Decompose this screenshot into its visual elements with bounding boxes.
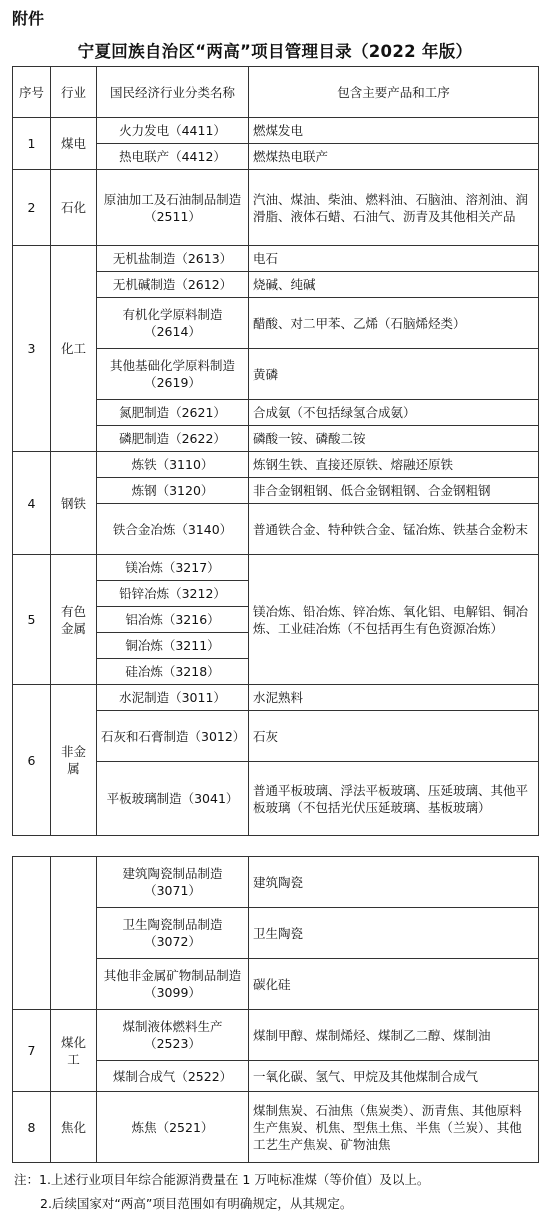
row-category: 铜冶炼（3211） bbox=[97, 633, 249, 659]
header-no: 序号 bbox=[13, 67, 51, 118]
row-products: 非合金钢粗钢、低合金钢粗钢、合金钢粗钢 bbox=[249, 478, 539, 504]
row-products: 醋酸、对二甲苯、乙烯（石脑烯烃类） bbox=[249, 298, 539, 349]
row-products: 炼钢生铁、直接还原铁、熔融还原铁 bbox=[249, 452, 539, 478]
row-products: 镁冶炼、铅冶炼、锌冶炼、氧化铝、电解铝、铜冶炼、工业硅冶炼（不包括再生有色资源冶炼） bbox=[249, 555, 539, 685]
notes bbox=[14, 1168, 429, 1216]
row-category: 无机盐制造（2613） bbox=[97, 246, 249, 272]
row-products: 普通铁合金、特种铁合金、锰冶炼、铁基合金粉末 bbox=[249, 504, 539, 555]
table-row bbox=[13, 857, 539, 908]
row-category: 水泥制造（3011） bbox=[97, 685, 249, 711]
row-products: 合成氨（不包括绿氢合成氨） bbox=[249, 400, 539, 426]
table-header-row bbox=[13, 67, 539, 118]
row-products: 石灰 bbox=[249, 711, 539, 762]
row-industry: 钢铁 bbox=[51, 452, 97, 555]
row-no: 8 bbox=[13, 1092, 51, 1163]
row-category: 铅锌冶炼（3212） bbox=[97, 581, 249, 607]
row-category: 磷肥制造（2622） bbox=[97, 426, 249, 452]
row-category: 无机碱制造（2612） bbox=[97, 272, 249, 298]
row-category: 石灰和石膏制造（3012） bbox=[97, 711, 249, 762]
row-category: 炼铁（3110） bbox=[97, 452, 249, 478]
row-category: 平板玻璃制造（3041） bbox=[97, 762, 249, 836]
row-category: 炼钢（3120） bbox=[97, 478, 249, 504]
note-2: 2.后续国家对“两高”项目范围如有明确规定，从其规定。 bbox=[40, 1196, 353, 1211]
table-row bbox=[13, 118, 539, 144]
row-category: 铝冶炼（3216） bbox=[97, 607, 249, 633]
table-row bbox=[13, 246, 539, 272]
row-category: 其他非金属矿物制品制造（3099） bbox=[97, 959, 249, 1010]
row-products: 碳化硅 bbox=[249, 959, 539, 1010]
row-industry: 焦化 bbox=[51, 1092, 97, 1163]
row-products: 烧碱、纯碱 bbox=[249, 272, 539, 298]
row-category: 煤制液体燃料生产（2523） bbox=[97, 1010, 249, 1061]
row-products: 黄磷 bbox=[249, 349, 539, 400]
row-category: 煤制合成气（2522） bbox=[97, 1061, 249, 1092]
row-category: 铁合金冶炼（3140） bbox=[97, 504, 249, 555]
row-no: 5 bbox=[13, 555, 51, 685]
row-category: 原油加工及石油制品制造（2511） bbox=[97, 170, 249, 246]
row-products: 普通平板玻璃、浮法平板玻璃、压延玻璃、其他平板玻璃（不包括光伏压延玻璃、基板玻璃） bbox=[249, 762, 539, 836]
row-products: 水泥熟料 bbox=[249, 685, 539, 711]
row-products: 卫生陶瓷 bbox=[249, 908, 539, 959]
row-products: 煤制焦炭、石油焦（焦炭类）、沥青焦、其他原料生产焦炭、机焦、型焦土焦、半焦（兰炭）、其他工艺生产焦炭、矿物油焦 bbox=[249, 1092, 539, 1163]
row-no: 6 bbox=[13, 685, 51, 836]
note-1: 注：1.上述行业项目年综合能源消费量在 1 万吨标准煤（等价值）及以上。 bbox=[14, 1172, 430, 1187]
row-industry: 化工 bbox=[51, 246, 97, 452]
row-category: 卫生陶瓷制品制造（3072） bbox=[97, 908, 249, 959]
row-category: 炼焦（2521） bbox=[97, 1092, 249, 1163]
table-row bbox=[13, 452, 539, 478]
row-industry: 非金属 bbox=[51, 685, 97, 836]
row-products: 煤制甲醇、煤制烯烃、煤制乙二醇、煤制油 bbox=[249, 1010, 539, 1061]
row-products: 一氧化碳、氢气、甲烷及其他煤制合成气 bbox=[249, 1061, 539, 1092]
page-title: 宁夏回族自治区“两高”项目管理目录（2022 年版） bbox=[77, 42, 473, 61]
row-products: 磷酸一铵、磷酸二铵 bbox=[249, 426, 539, 452]
row-category: 硅冶炼（3218） bbox=[97, 659, 249, 685]
table-row bbox=[13, 685, 539, 711]
row-no: 7 bbox=[13, 1010, 51, 1092]
attachment-label: 附件 bbox=[12, 9, 45, 28]
table-row bbox=[13, 555, 539, 581]
row-category: 建筑陶瓷制品制造（3071） bbox=[97, 857, 249, 908]
row-industry: 有色金属 bbox=[51, 555, 97, 685]
catalog-table-part1 bbox=[12, 66, 539, 836]
table-row bbox=[13, 1010, 539, 1061]
row-industry: 煤电 bbox=[51, 118, 97, 170]
row-products: 燃煤发电 bbox=[249, 118, 539, 144]
row-category: 其他基础化学原料制造（2619） bbox=[97, 349, 249, 400]
row-category: 有机化学原料制造（2614） bbox=[97, 298, 249, 349]
row-category: 火力发电（4411） bbox=[97, 118, 249, 144]
row-category: 氮肥制造（2621） bbox=[97, 400, 249, 426]
header-category: 国民经济行业分类名称 bbox=[97, 67, 249, 118]
row-products: 建筑陶瓷 bbox=[249, 857, 539, 908]
row-no: 3 bbox=[13, 246, 51, 452]
table-row bbox=[13, 170, 539, 246]
row-no: 1 bbox=[13, 118, 51, 170]
header-industry: 行业 bbox=[51, 67, 97, 118]
table-row bbox=[13, 1092, 539, 1163]
catalog-table-part2 bbox=[12, 856, 539, 1163]
row-industry-continued bbox=[51, 857, 97, 1010]
row-category: 热电联产（4412） bbox=[97, 144, 249, 170]
row-industry: 煤化工 bbox=[51, 1010, 97, 1092]
row-products: 汽油、煤油、柴油、燃料油、石脑油、溶剂油、润滑脂、液体石蜡、石油气、沥青及其他相关产品 bbox=[249, 170, 539, 246]
row-no-continued bbox=[13, 857, 51, 1010]
row-products: 燃煤热电联产 bbox=[249, 144, 539, 170]
header-products: 包含主要产品和工序 bbox=[249, 67, 539, 118]
row-category: 镁冶炼（3217） bbox=[97, 555, 249, 581]
row-industry: 石化 bbox=[51, 170, 97, 246]
row-products: 电石 bbox=[249, 246, 539, 272]
row-no: 4 bbox=[13, 452, 51, 555]
row-no: 2 bbox=[13, 170, 51, 246]
